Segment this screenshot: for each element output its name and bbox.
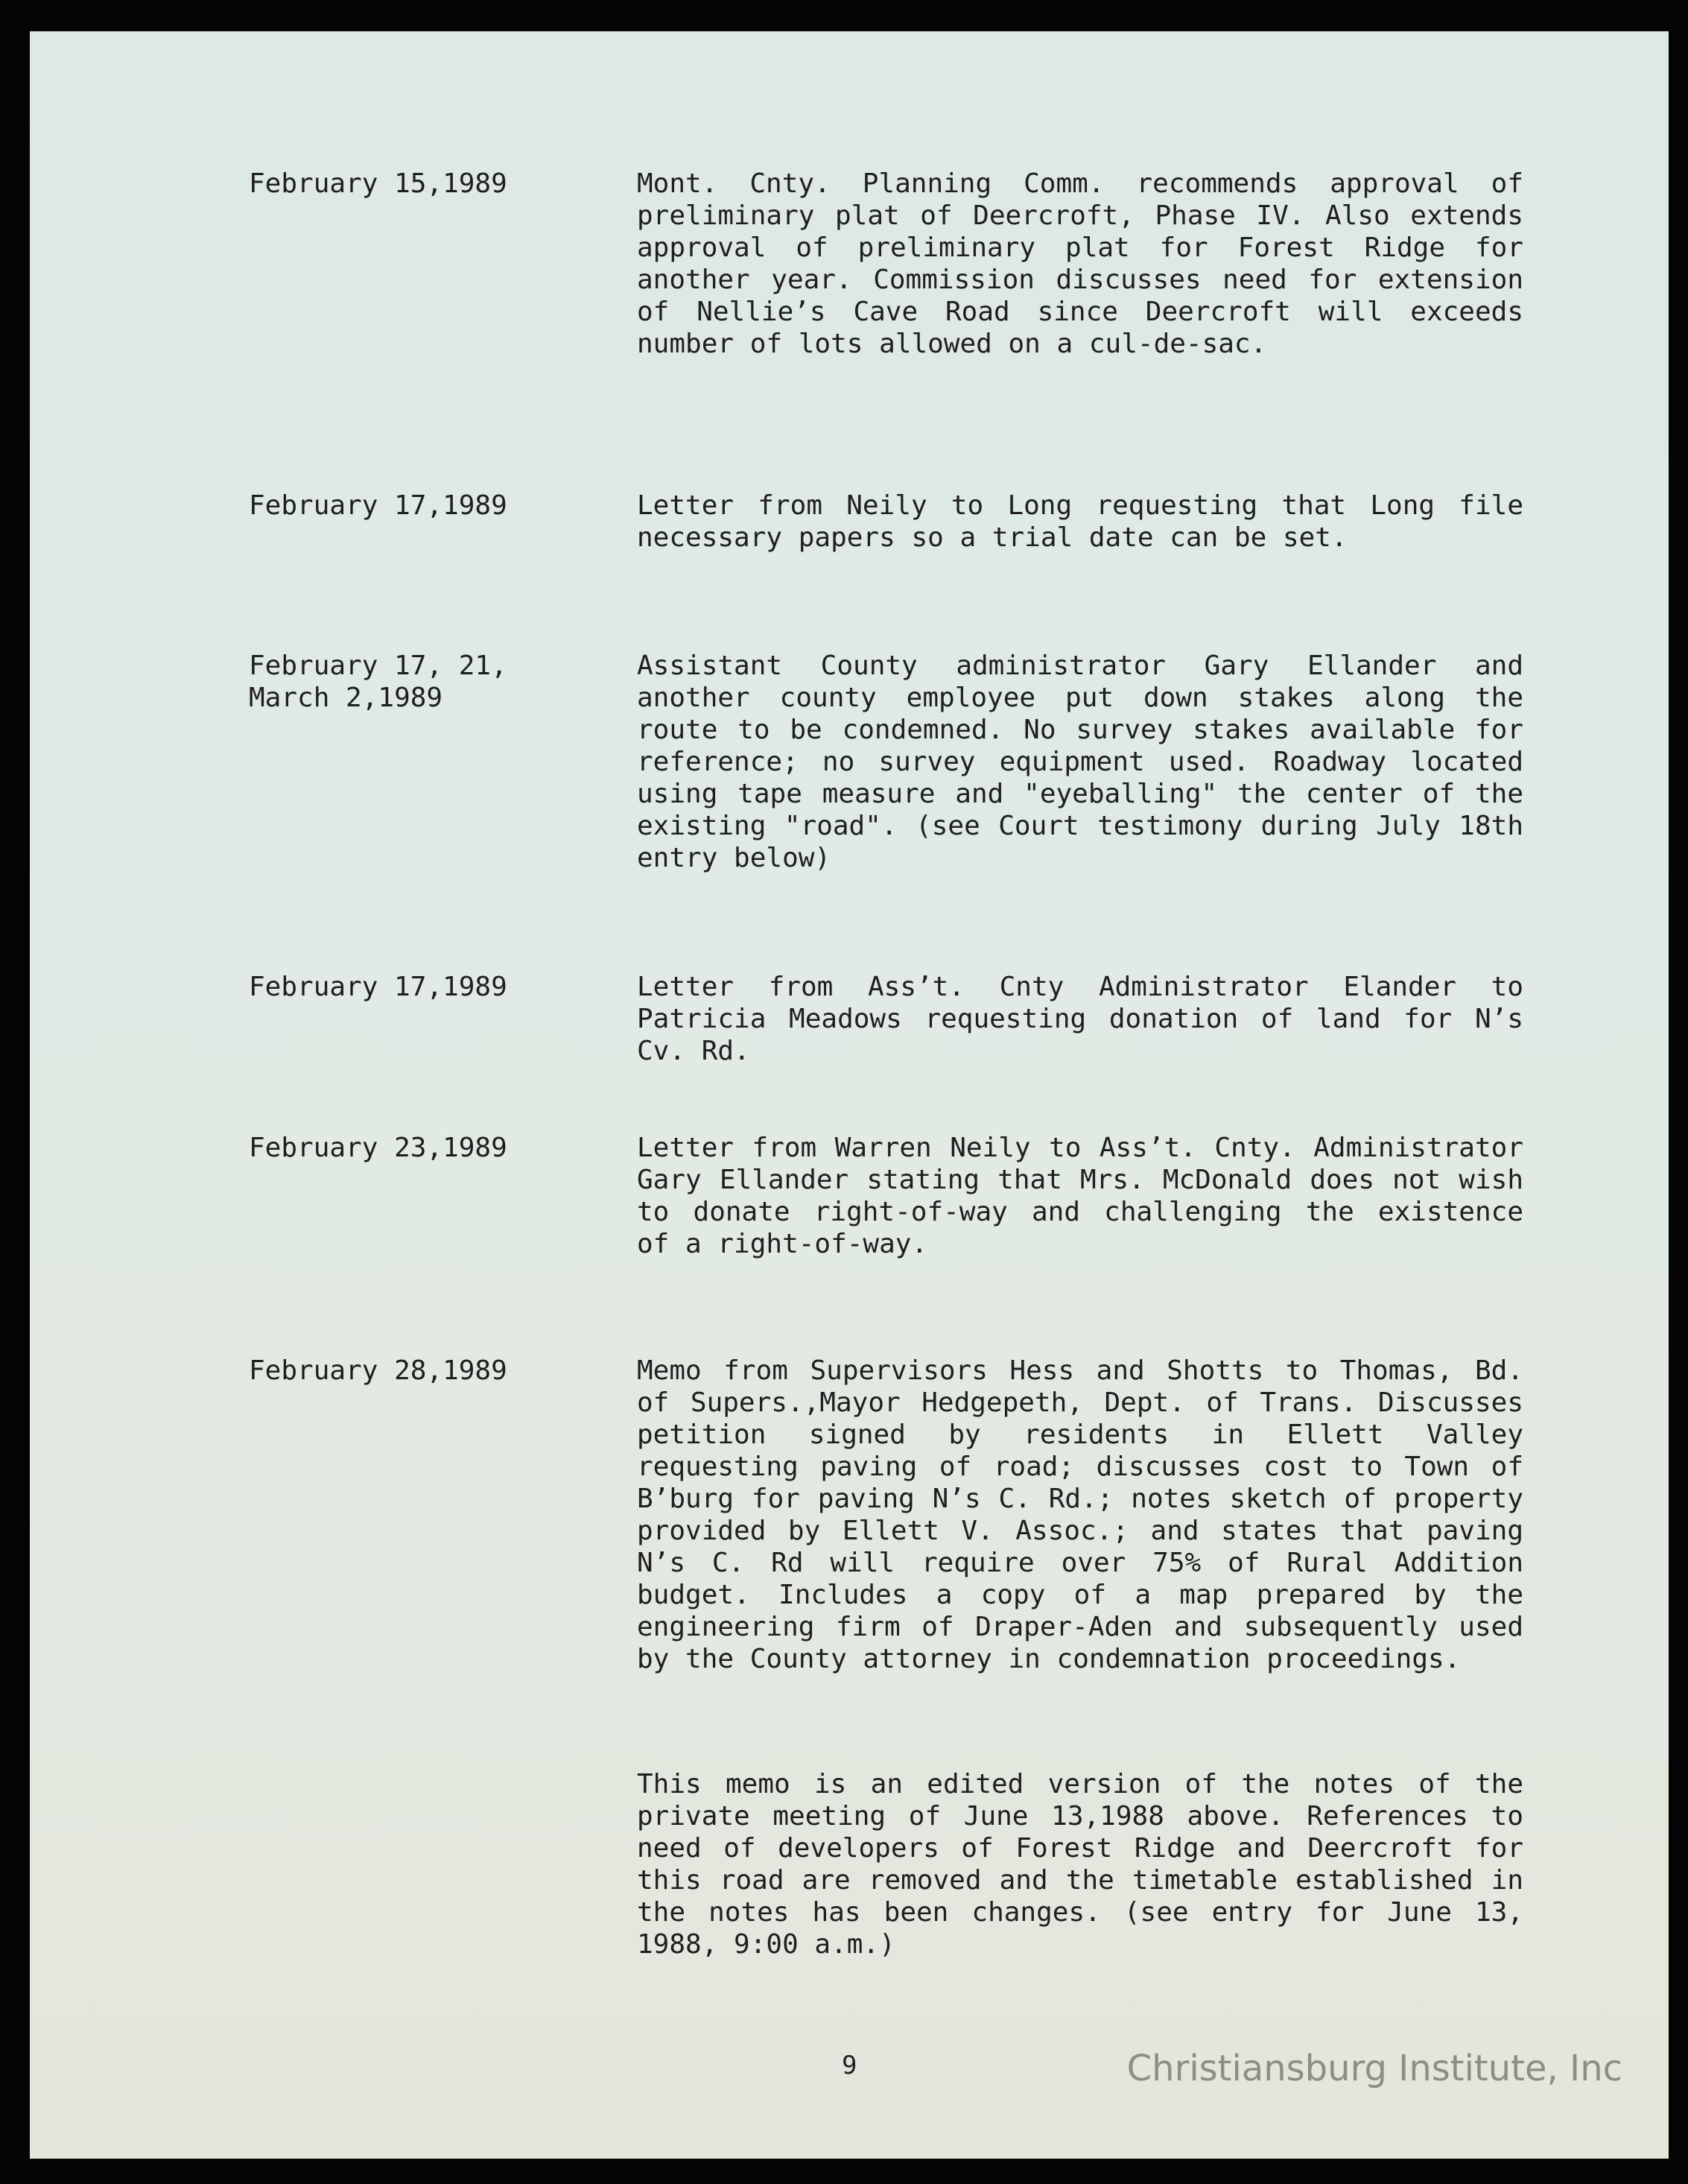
entry-date: February 23,1989	[249, 1133, 507, 1163]
entry-date: February 17,1989	[249, 972, 507, 1002]
entry-date: February 28,1989	[249, 1355, 507, 1386]
entry-date: February 17, 21, March 2,1989	[249, 651, 507, 713]
entry-date: February 17,1989	[249, 490, 507, 521]
document-page	[30, 31, 1669, 2159]
entry-text-continued: This memo is an edited version of the notes of the private meeting of June 13,1988 above. References to need of developers of Forest Ridge and Deercroft for this road are removed and the timetable established in the notes has been changes. (see entry for June 13, 1988, 9:00 a.m.)	[637, 1769, 1523, 1960]
entry-text: Assistant County administrator Gary Ellander and another county employee put down stakes along the route to be condemned. No survey stakes available for reference; no survey equipment used. Roadway located using tape measure and "eyeballing" the center of the existing "road". (see Court testimony during July 18th entry below)	[637, 651, 1523, 873]
entry-date: February 15,1989	[249, 168, 507, 199]
entry-text: Mont. Cnty. Planning Comm. recommends approval of preliminary plat of Deercroft, Phase IV. Also extends approval of preliminary plat for Forest Ridge for another year. Commission discusses need for extension of Nellie’s Cave Road since Deercroft will exceeds number of lots allowed on a cul-de-sac.	[637, 168, 1523, 359]
entry-text: Memo from Supervisors Hess and Shotts to Thomas, Bd. of Supers.,Mayor Hedgepeth, Dept. of Trans. Discusses petition signed by residents in Ellett Valley requesting paving of road; discusses cost to Town of B’burg for paving N’s C. Rd.; notes sketch of property provided by Ellett V. Assoc.; and states that paving N’s C. Rd will require over 75% of Rural Addition budget. Includes a copy of a map prepared by the engineering firm of Draper-Aden and subsequently used by the County attorney in condemnation proceedings.	[637, 1355, 1523, 1674]
entry-text: Letter from Ass’t. Cnty Administrator Elander to Patricia Meadows requesting donation of land for N’s Cv. Rd.	[637, 972, 1523, 1066]
watermark: Christiansburg Institute, Inc	[1126, 2048, 1622, 2089]
entry-text: Letter from Neily to Long requesting that Long file necessary papers so a trial date can be set.	[637, 490, 1523, 553]
page-number: 9	[842, 2051, 857, 2080]
entry-text: Letter from Warren Neily to Ass’t. Cnty. Administrator Gary Ellander stating that Mrs. McDonald does not wish to donate right-of-way and challenging the existence of a right-of-way.	[637, 1133, 1523, 1259]
